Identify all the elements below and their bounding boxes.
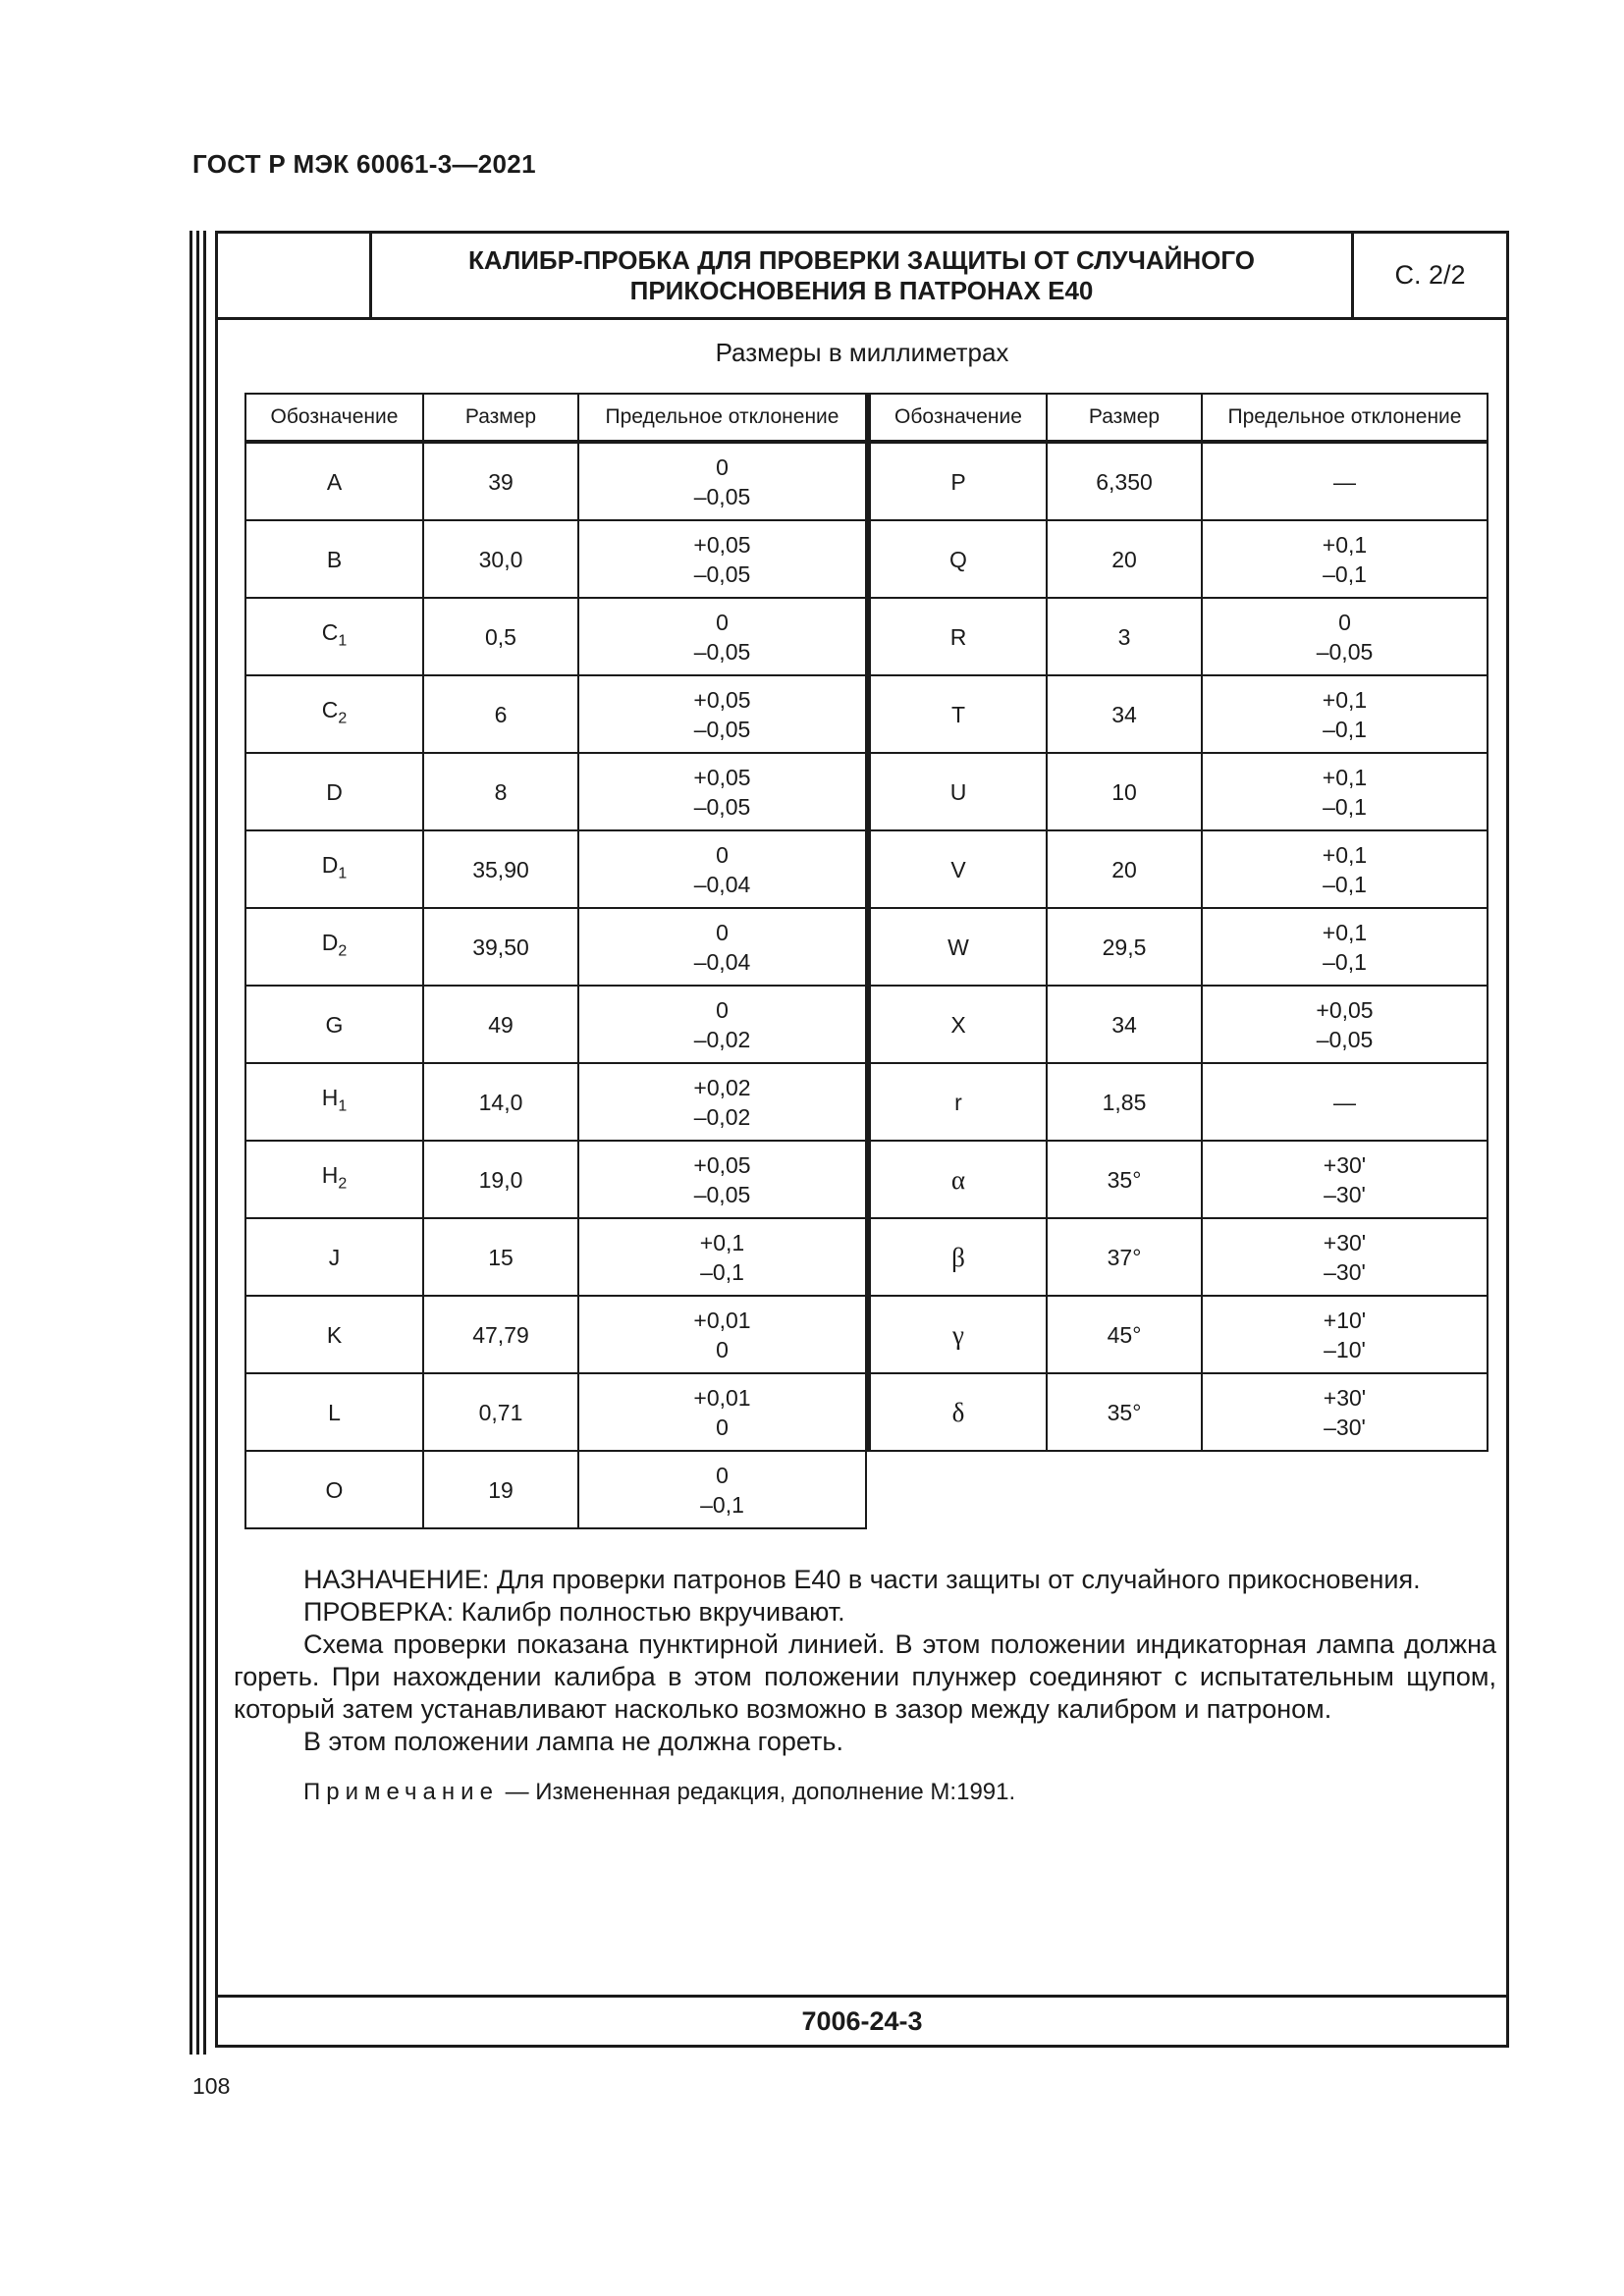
symbol: D — [321, 851, 339, 878]
tolerance-lower: –0,04 — [693, 948, 751, 975]
tolerance-lower: –0,04 — [693, 871, 751, 897]
symbol-cell — [869, 1063, 1047, 1141]
symbol: K — [326, 1321, 343, 1348]
binding-line — [196, 231, 199, 2055]
size-cell: 6,350 — [1047, 442, 1202, 520]
tolerance-upper: 0 — [716, 841, 729, 868]
symbol: V — [950, 856, 966, 882]
symbol-cell — [869, 1296, 1047, 1373]
tolerance-lower: –0,1 — [1323, 561, 1367, 587]
title-block — [218, 234, 1506, 320]
table-row — [869, 830, 1488, 908]
symbol: C — [321, 618, 339, 645]
symbol: P — [950, 468, 966, 495]
note — [303, 1779, 1015, 1806]
size-cell: 30,0 — [423, 520, 578, 598]
tolerance-lower: 0 — [716, 1336, 729, 1362]
tolerance-cell — [578, 1373, 866, 1451]
table-row — [869, 908, 1488, 986]
symbol: r — [954, 1089, 962, 1115]
table-row — [869, 442, 1488, 520]
symbol-cell — [869, 598, 1047, 675]
size-cell: 20 — [1047, 520, 1202, 598]
tolerance-cell — [578, 753, 866, 830]
table-row — [245, 1373, 866, 1451]
title-blank-cell — [218, 234, 372, 317]
note-label: Примечание — [303, 1779, 499, 1805]
tolerance-upper: +0,05 — [693, 531, 751, 558]
tolerance-lower: –0,1 — [1323, 948, 1367, 975]
note-text: — Измененная редакция, дополнение М:1991. — [498, 1779, 1016, 1805]
column-header: Размер — [423, 394, 578, 442]
table-row — [869, 1373, 1488, 1451]
scheme-paragraph: Схема проверки показана пунктирной линией. В этом положении индикаторная лампа должна гореть. При нахождении калибра в этом положении плунжер соединяют с испытательным щупом, который затем устанавливают насколько возможно в зазор между калибром и патроном. — [234, 1629, 1496, 1724]
tolerance-lower: –30' — [1324, 1181, 1366, 1207]
symbol-cell — [869, 1141, 1047, 1218]
tolerance-cell — [578, 598, 866, 675]
size-cell: 49 — [423, 986, 578, 1063]
table-row — [869, 520, 1488, 598]
tolerance-upper: — — [1333, 468, 1356, 495]
tolerance-upper: +10' — [1323, 1307, 1367, 1333]
tolerance-upper: +0,1 — [1322, 686, 1368, 713]
symbol-cell — [869, 1373, 1047, 1451]
table-row — [869, 986, 1488, 1063]
title-line-1: КАЛИБР-ПРОБКА ДЛЯ ПРОВЕРКИ ЗАЩИТЫ ОТ СЛУЧАЙНОГО — [468, 244, 1255, 275]
table-row — [245, 1451, 866, 1528]
symbol: B — [326, 546, 343, 572]
sheet-number: С. 2/2 — [1394, 260, 1466, 290]
symbol-cell — [869, 442, 1047, 520]
symbol-cell — [869, 1218, 1047, 1296]
tolerance-upper: +30' — [1323, 1229, 1367, 1255]
tolerance-upper: +0,01 — [693, 1307, 751, 1333]
tolerance-upper: — — [1333, 1089, 1356, 1115]
page-number: 108 — [192, 2073, 231, 2099]
size-cell: 35° — [1047, 1141, 1202, 1218]
table-row — [869, 1218, 1488, 1296]
title-line-2: ПРИКОСНОВЕНИЯ В ПАТРОНАХ Е40 — [629, 275, 1094, 305]
table-header-row — [245, 394, 866, 442]
tolerance-cell — [578, 520, 866, 598]
tolerance-lower: –0,02 — [693, 1103, 751, 1130]
symbol: O — [325, 1476, 344, 1503]
tolerance-cell — [1202, 1296, 1488, 1373]
symbol-cell — [869, 675, 1047, 753]
tolerance-cell — [578, 1218, 866, 1296]
size-cell: 35,90 — [423, 830, 578, 908]
check-paragraph: ПРОВЕРКА: Калибр полностью вкручивают. — [303, 1597, 845, 1627]
symbol-cell — [869, 908, 1047, 986]
symbol-cell — [245, 986, 423, 1063]
tolerance-cell — [578, 986, 866, 1063]
symbol-cell — [245, 753, 423, 830]
dimensions-table-right — [867, 393, 1489, 1452]
table-row — [869, 1141, 1488, 1218]
size-cell: 34 — [1047, 986, 1202, 1063]
column-header: Размер — [1047, 394, 1202, 442]
table-row — [869, 598, 1488, 675]
dimensions-caption: Размеры в миллиметрах — [715, 338, 1009, 367]
table-header-row — [869, 394, 1488, 442]
column-header: Обозначение — [245, 394, 423, 442]
tolerance-upper: +0,05 — [693, 686, 751, 713]
table-row — [245, 675, 866, 753]
tolerance-upper: +0,1 — [1322, 531, 1368, 558]
tolerance-lower: –0,02 — [693, 1026, 751, 1052]
symbol-cell — [245, 1373, 423, 1451]
tolerance-cell — [1202, 442, 1488, 520]
tolerance-cell — [578, 908, 866, 986]
symbol: C — [321, 696, 339, 722]
tolerance-lower: –0,05 — [693, 638, 751, 665]
symbol-subscript: 2 — [338, 710, 348, 727]
symbol: α — [950, 1164, 966, 1195]
table-row — [245, 442, 866, 520]
tolerance-upper: 0 — [716, 609, 729, 635]
tolerance-cell — [1202, 675, 1488, 753]
column-header: Обозначение — [869, 394, 1047, 442]
symbol: L — [328, 1399, 341, 1425]
table-row — [245, 830, 866, 908]
tolerance-cell — [1202, 1141, 1488, 1218]
size-cell: 10 — [1047, 753, 1202, 830]
size-cell: 35° — [1047, 1373, 1202, 1451]
tolerance-upper: +0,1 — [1322, 764, 1368, 790]
tolerance-cell — [1202, 598, 1488, 675]
table-row — [245, 753, 866, 830]
symbol: A — [326, 468, 343, 495]
lamp-paragraph: В этом положении лампа не должна гореть. — [303, 1727, 843, 1756]
binding-line — [189, 231, 192, 2055]
sheet-code: 7006-24-3 — [218, 1995, 1506, 2045]
symbol: R — [949, 623, 967, 650]
tolerance-lower: –0,1 — [700, 1258, 744, 1285]
tolerance-upper: 0 — [716, 454, 729, 480]
size-cell: 19 — [423, 1451, 578, 1528]
tolerance-cell — [578, 1063, 866, 1141]
tolerance-cell — [1202, 986, 1488, 1063]
size-cell: 14,0 — [423, 1063, 578, 1141]
tolerance-lower: –0,1 — [1323, 871, 1367, 897]
tolerance-cell — [1202, 830, 1488, 908]
tolerance-lower: 0 — [716, 1414, 729, 1440]
symbol-cell — [245, 1141, 423, 1218]
size-cell: 34 — [1047, 675, 1202, 753]
size-cell: 29,5 — [1047, 908, 1202, 986]
symbol-cell — [245, 1451, 423, 1528]
symbol-cell — [245, 1296, 423, 1373]
symbol: β — [951, 1242, 965, 1272]
tolerance-upper: +0,1 — [1322, 841, 1368, 868]
sheet-title — [372, 234, 1354, 317]
tolerance-cell — [1202, 1063, 1488, 1141]
tolerance-lower: –0,1 — [1323, 793, 1367, 820]
dimensions-table-left — [244, 393, 867, 1529]
table-row — [245, 1296, 866, 1373]
tolerance-upper: +0,02 — [693, 1074, 751, 1100]
symbol-subscript: 1 — [338, 865, 348, 882]
table-row — [869, 1296, 1488, 1373]
tolerance-cell — [1202, 1218, 1488, 1296]
tolerance-upper: +0,05 — [1316, 996, 1374, 1023]
table-row — [245, 598, 866, 675]
tolerance-lower: –0,05 — [1316, 1026, 1374, 1052]
tolerance-lower: –30' — [1324, 1414, 1366, 1440]
symbol: H — [321, 1084, 339, 1110]
size-cell: 8 — [423, 753, 578, 830]
symbol: W — [947, 934, 969, 960]
tolerance-lower: –0,05 — [693, 1181, 751, 1207]
symbol: D — [321, 929, 339, 955]
tolerance-cell — [578, 1141, 866, 1218]
table-row — [245, 908, 866, 986]
symbol-cell — [245, 830, 423, 908]
standard-header: ГОСТ Р МЭК 60061-3—2021 — [192, 149, 536, 179]
symbol-cell — [245, 1063, 423, 1141]
symbol-cell — [245, 675, 423, 753]
symbol-cell — [245, 908, 423, 986]
symbol-cell — [869, 986, 1047, 1063]
size-cell: 6 — [423, 675, 578, 753]
tolerance-cell — [578, 442, 866, 520]
tolerance-cell — [578, 830, 866, 908]
size-cell: 0,71 — [423, 1373, 578, 1451]
tolerance-lower: –0,1 — [700, 1491, 744, 1518]
tolerance-upper: +0,1 — [699, 1229, 745, 1255]
symbol-cell — [869, 830, 1047, 908]
symbol-cell — [245, 520, 423, 598]
tolerance-cell — [1202, 753, 1488, 830]
symbol: D — [326, 778, 343, 805]
description-text — [234, 1564, 1496, 1758]
table-row — [245, 1218, 866, 1296]
tolerance-upper: +30' — [1323, 1384, 1367, 1411]
tolerance-upper: +0,01 — [693, 1384, 751, 1411]
symbol-cell — [245, 442, 423, 520]
tolerance-upper: 0 — [716, 1462, 729, 1488]
symbol-cell — [869, 520, 1047, 598]
table-row — [869, 675, 1488, 753]
symbol: δ — [951, 1397, 965, 1427]
tolerance-lower: –0,05 — [693, 561, 751, 587]
table-row — [869, 753, 1488, 830]
tolerance-cell — [578, 1296, 866, 1373]
sheet-frame — [215, 231, 1509, 2048]
size-cell: 3 — [1047, 598, 1202, 675]
table-row — [245, 520, 866, 598]
symbol-subscript: 2 — [338, 942, 348, 960]
tolerance-lower: –0,1 — [1323, 716, 1367, 742]
tolerance-lower: –0,05 — [1316, 638, 1374, 665]
symbol-cell — [245, 598, 423, 675]
column-header: Предельное отклонение — [578, 394, 866, 442]
tolerance-lower: –0,05 — [693, 483, 751, 509]
tolerance-lower: –0,05 — [693, 793, 751, 820]
size-cell: 1,85 — [1047, 1063, 1202, 1141]
symbol: J — [328, 1244, 341, 1270]
symbol-subscript: 2 — [338, 1175, 348, 1193]
symbol: X — [950, 1011, 966, 1038]
tolerance-upper: +0,05 — [693, 1151, 751, 1178]
tolerance-upper: +30' — [1323, 1151, 1367, 1178]
table-row — [245, 1141, 866, 1218]
symbol: G — [325, 1011, 344, 1038]
tolerance-lower: –30' — [1324, 1258, 1366, 1285]
symbol-cell — [245, 1218, 423, 1296]
tolerance-cell — [1202, 908, 1488, 986]
size-cell: 15 — [423, 1218, 578, 1296]
symbol-subscript: 1 — [338, 632, 348, 650]
symbol: γ — [952, 1319, 964, 1350]
symbol: Q — [949, 546, 967, 572]
tolerance-upper: 0 — [716, 996, 729, 1023]
binding-line — [203, 231, 206, 2055]
symbol: H — [321, 1161, 339, 1188]
column-header: Предельное отклонение — [1202, 394, 1488, 442]
tolerance-lower: –10' — [1324, 1336, 1366, 1362]
tolerance-upper: 0 — [1338, 609, 1351, 635]
tolerance-upper: 0 — [716, 919, 729, 945]
purpose-paragraph: НАЗНАЧЕНИЕ: Для проверки патронов Е40 в части защиты от случайного прикосновения. — [303, 1565, 1421, 1594]
size-cell: 19,0 — [423, 1141, 578, 1218]
tolerance-cell — [578, 675, 866, 753]
tolerance-lower: –0,05 — [693, 716, 751, 742]
symbol: U — [949, 778, 967, 805]
symbol: T — [950, 701, 966, 727]
size-cell: 20 — [1047, 830, 1202, 908]
size-cell: 0,5 — [423, 598, 578, 675]
size-cell: 47,79 — [423, 1296, 578, 1373]
table-row — [245, 1063, 866, 1141]
table-row — [245, 986, 866, 1063]
size-cell: 37° — [1047, 1218, 1202, 1296]
tolerance-upper: +0,1 — [1322, 919, 1368, 945]
tolerance-upper: +0,05 — [693, 764, 751, 790]
symbol-subscript: 1 — [338, 1097, 348, 1115]
tolerance-cell — [1202, 520, 1488, 598]
size-cell: 39 — [423, 442, 578, 520]
size-cell: 45° — [1047, 1296, 1202, 1373]
tolerance-cell — [578, 1451, 866, 1528]
symbol-cell — [869, 753, 1047, 830]
table-row — [869, 1063, 1488, 1141]
tolerance-cell — [1202, 1373, 1488, 1451]
size-cell: 39,50 — [423, 908, 578, 986]
